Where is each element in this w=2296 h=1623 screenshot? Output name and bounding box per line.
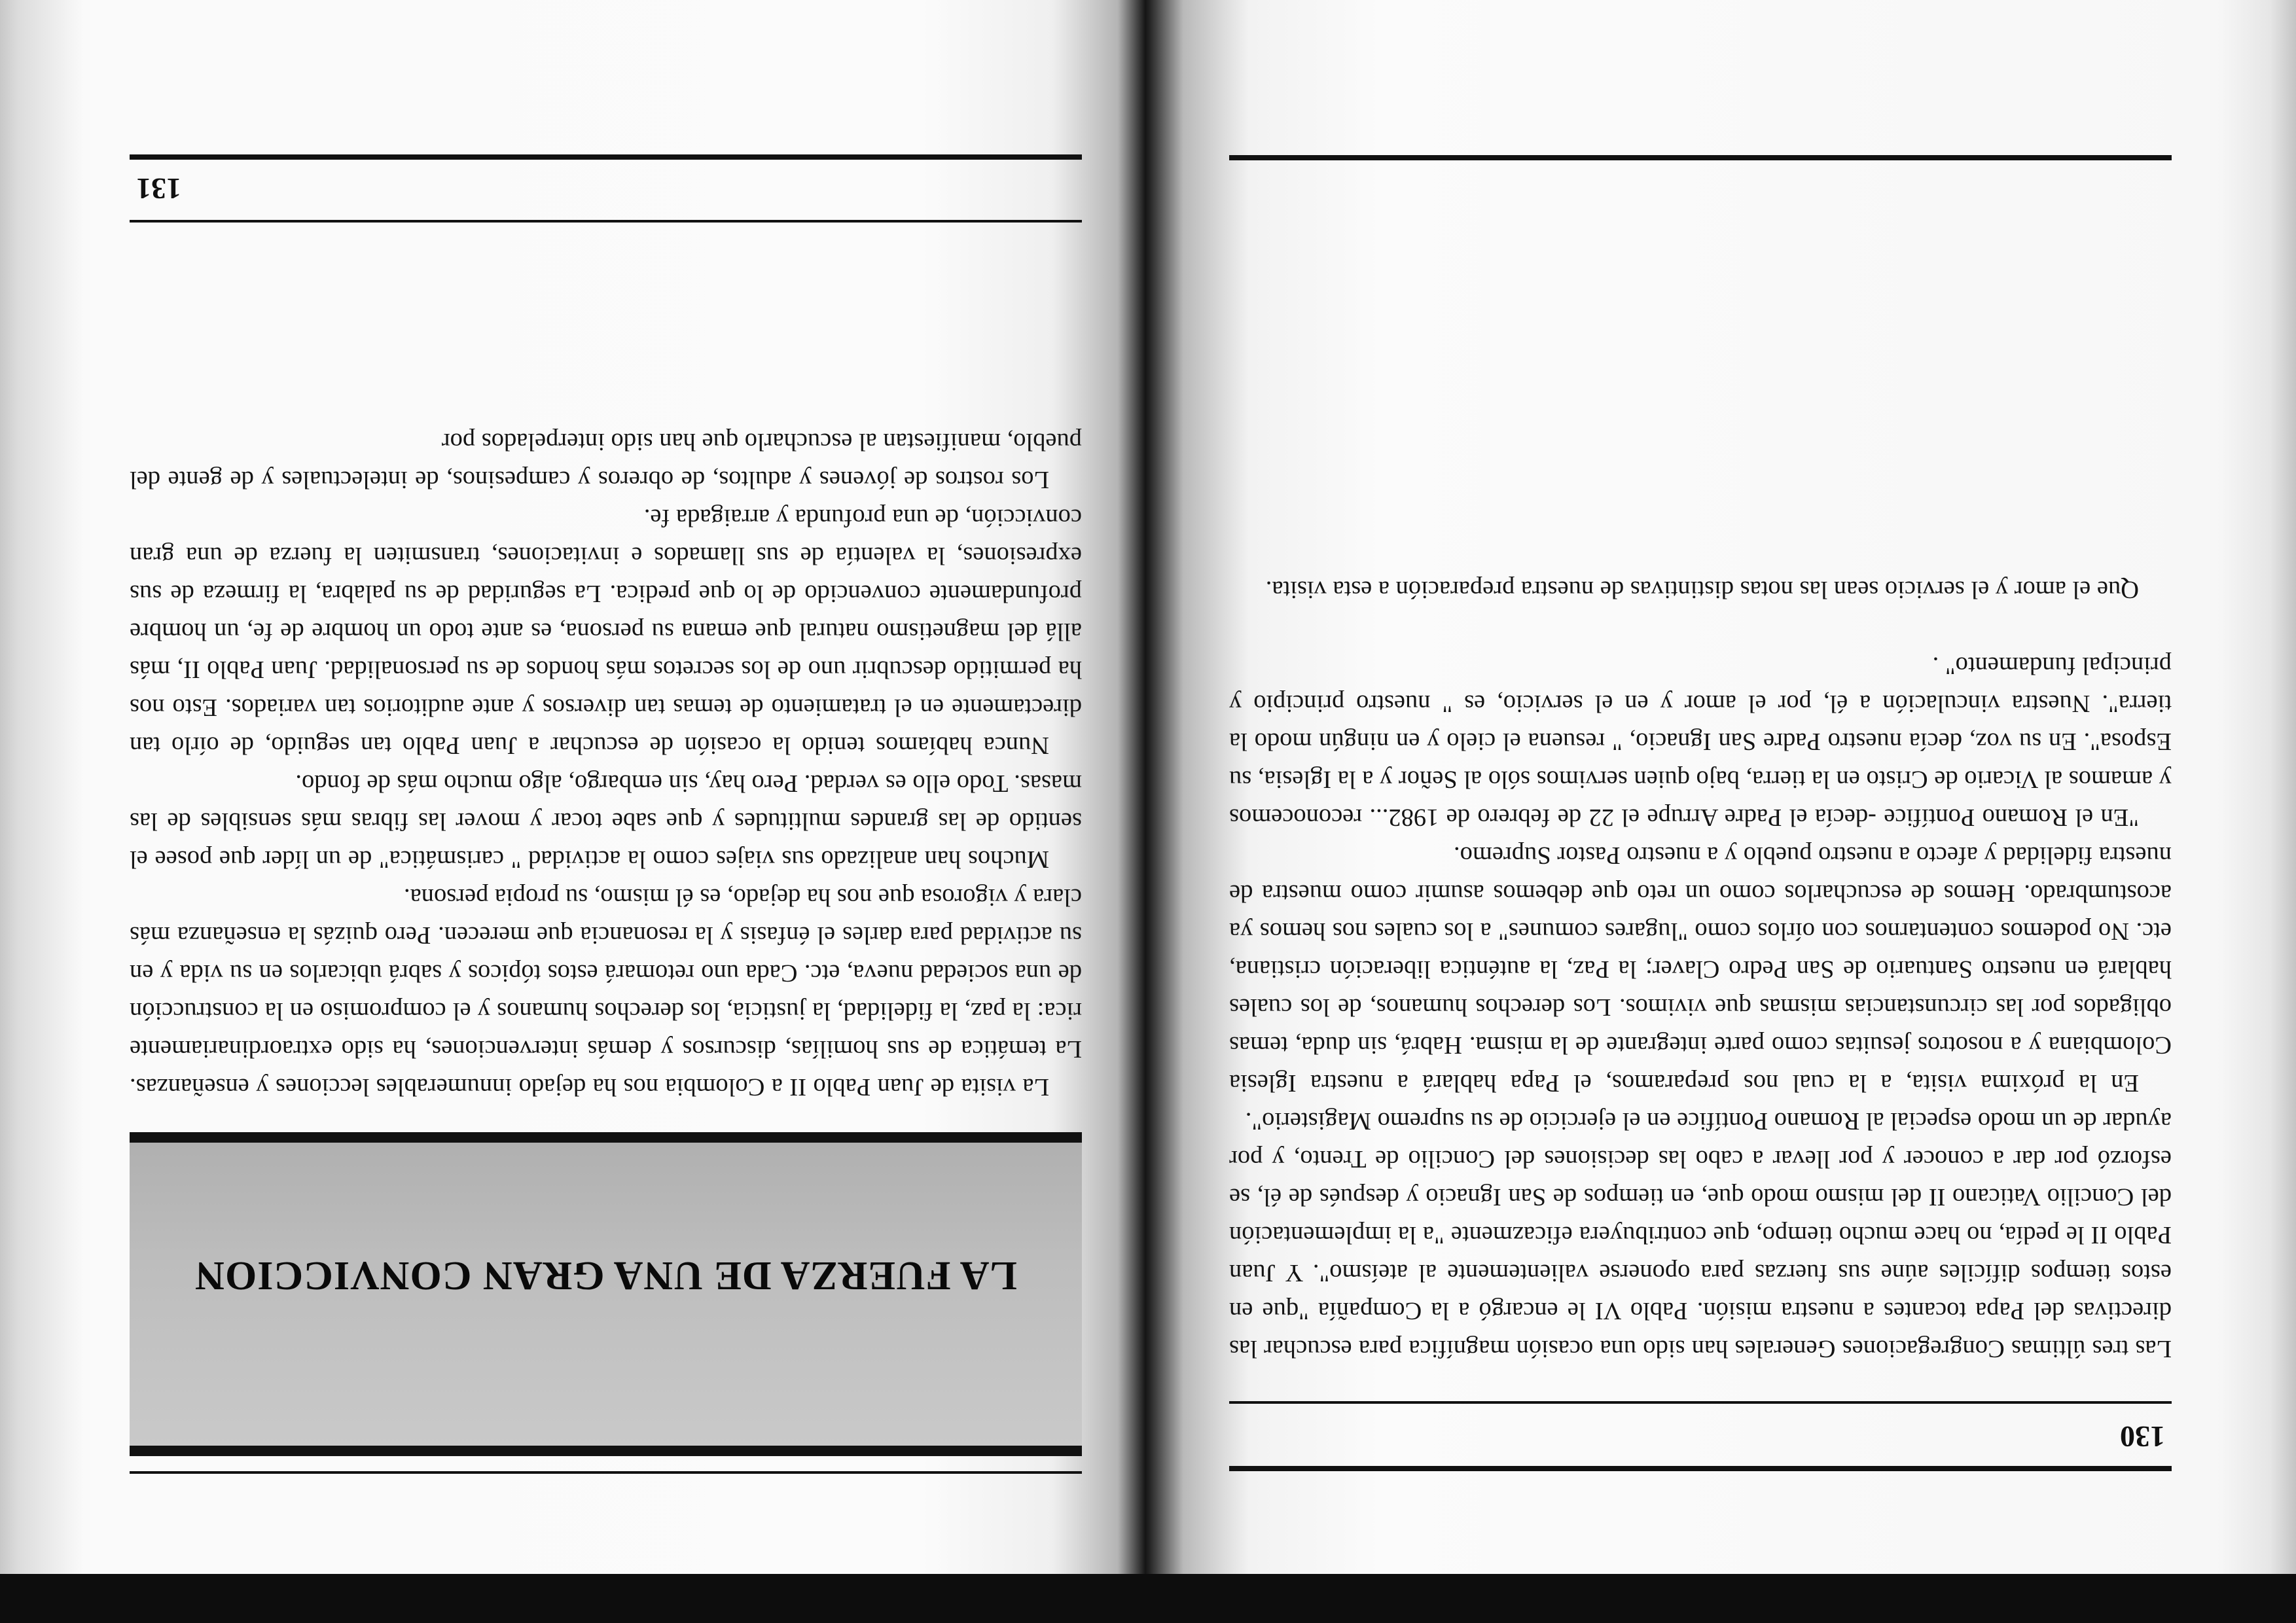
paragraph: "En el Romano Pontífice -decía el Padre Arrupe el 22 de febrero de 1982... reconocemos y amamos al Vicario de Cristo en la tierra, bajo quien servimos sólo al Señor y a la Iglesia, su Esposa". En su voz, decía nuestro Padre San Ignacio, " resuena el cielo y en ningún modo la tierra". Nuestra vinculación a él, por el amor y en el servicio, es " nuestro principio y principal fundamento" . [1229,652,2172,831]
page-number: 130 [2120,1420,2165,1454]
paragraph: Nunca habíamos tenido la ocasión de escuchar a Juan Pablo tan seguido, de oírlo tan directamente en el tratamiento de temas tan diversos y ante auditorios tan variados. Esto nos ha permitido descubrir uno de los secretos más hondos de su personalidad. Juan Pablo II, más allá del magnetismo natural que emana su persona, es ante todo un hombre de fe, un hombre profundamente convencido de lo que predica. La seguridad de su palabra, la firmeza de sus expresiones, la valentía de sus llamados e invitaciones, transmiten la fuerza de una gran convicción, de una profunda y arraigada fe. [130,504,1082,759]
footer-rule [1229,155,2172,160]
footer-rule-top [130,220,1082,223]
body-text [1229,571,2172,1368]
header-rule-bottom [1229,1401,2172,1404]
chapter-title-box [130,1132,1082,1456]
footer-rule-bottom [130,154,1082,160]
page-131 [130,0,1082,1623]
body-text [130,423,1082,1106]
header-rule-top [1229,1466,2172,1471]
paragraph: Los rostros de jóvenes y adultos, de obreros y campesinos, de intelectuales y de gente del pueblo, manifiestan al escucharlo que han sido interpelados por [130,428,1082,493]
chapter-title: LA FUERZA DE UNA GRAN CONVICCION [194,1253,1017,1298]
page-130 [1229,0,2172,1623]
top-rule [130,1471,1082,1474]
paragraph: La visita de Juan Pablo II a Colombia nos ha dejado innumerables lecciones y enseñanzas. La temática de sus homilías, discursos y demás intervenciones, ha sido extraordinariamente rica: la paz, la fidelidad, la justicia, los derechos humanos y el compromiso en la construcción de una sociedad nueva, etc. Cada uno retomará estos tópicos y sabrá ubicarlos en su vida y en su actividad para darles el énfasis y la resonancia que merecen. Pero quizás la enseñanza más clara y vigorosa que nos ha dejado, es él mismo, su propia persona. [130,883,1082,1101]
paragraph: Que el amor y el servicio sean las notas distintivas de nuestra preparación a esta visita. [1265,576,2139,603]
paragraph: En la próxima visita, a la cual nos preparamos, el Papa hablará a nuestra Iglesia Colombiana y a nosotros jesuitas como parte integrante de la misma. Habrá, sin duda, temas obligados por las circunstancias mismas que vivimos. Los derechos humanos, de los cuales hablará en nuestro Santuario de San Pedro Claver; la Paz, la auténtica liberación cristiana, etc. No podemos contentarnos con oírlos como "lugares comunes" a los cuales nos hemos ya acostumbrado. Hemos de escucharlos como un reto que debemos asumir como muestra de nuestra fidelidad y afecto a nuestro pueblo y a nuestro Pastor Supremo. [1229,842,2172,1097]
page-number: 131 [136,172,181,205]
paragraph: Las tres últimas Congregaciones Generales han sido una ocasión magnífica para escuchar las directivas del Papa tocantes a nuestra misión. Pablo VI le encargó a la Compañía "que en estos tiempos difíciles aúne sus fuerzas para oponerse valientemente al ateísmo". Y Juan Pablo II le pedía, no hace mucho tiempo, que contribuyera eficazmente "a la implementación del Concilio Vaticano II del mismo modo que, en tiempos de San Ignacio y después de él, se esforzó por dar a conocer y por llevar a cabo las decisiones del Concilio de Trento, y por ayudar de un modo especial al Romano Pontífice en el ejercicio de su supremo Magisterio". [1229,1107,2172,1363]
bleed-through-text [162,1315,1049,1406]
paragraph: Muchos han analizado sus viajes como la actividad " carismática" de un líder que posee el sentido de las grandes multitudes y que sabe tocar y mover las fibras más sensibles de las masas. Todo ello es verdad. Pero hay, sin embargo, algo mucho más de fondo. [130,770,1082,873]
